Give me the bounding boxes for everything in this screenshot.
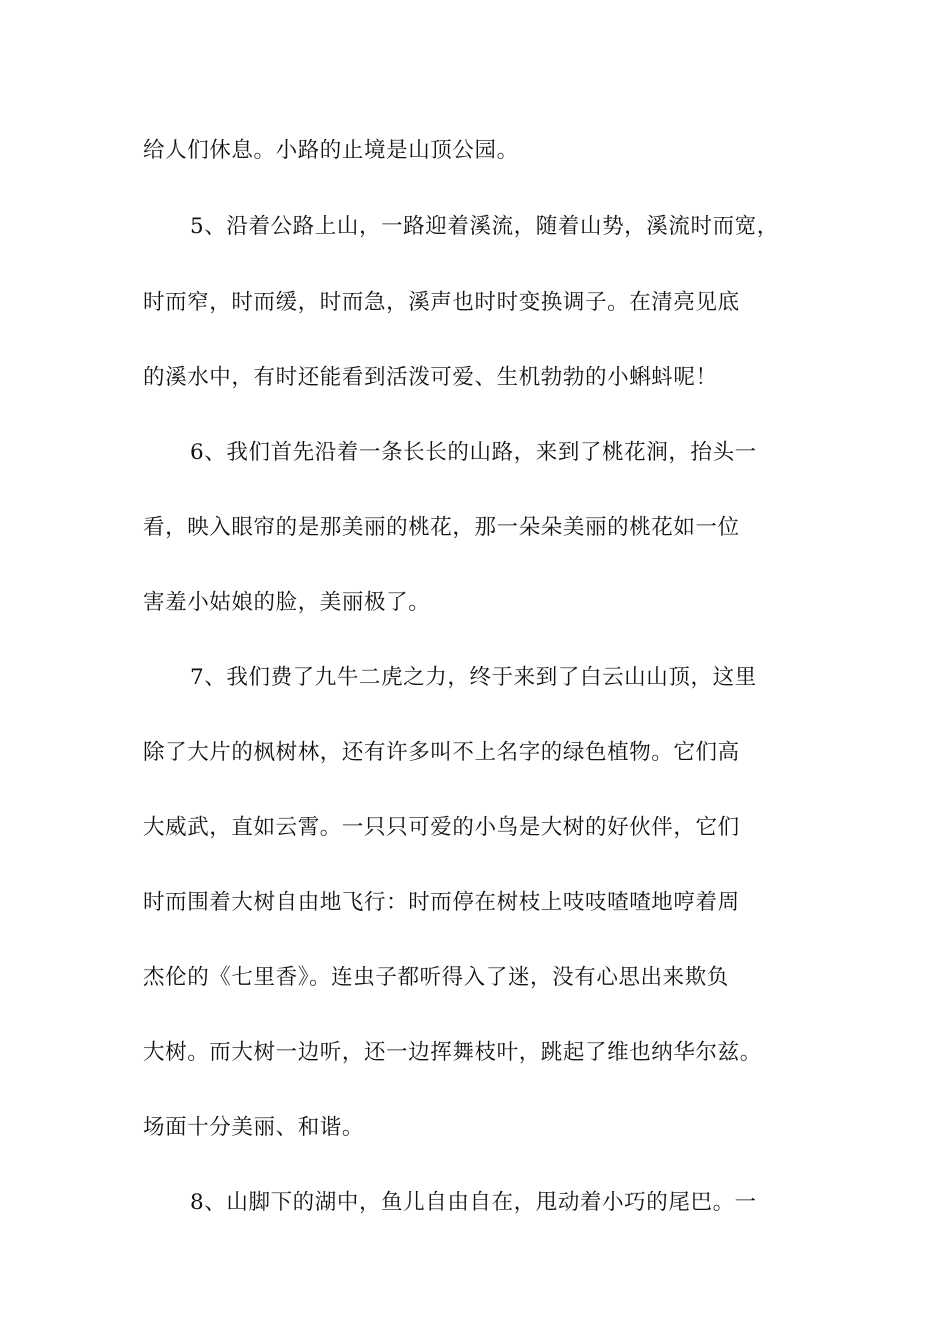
text-line: 给人们休息。小路的止境是山顶公园。: [143, 138, 519, 163]
paragraph-7-line: 7、我们费了九牛二虎之力，终于来到了白云山山顶，这里: [190, 665, 757, 690]
text-line: 杰伦的《七里香》。连虫子都听得入了迷，没有心思出来欺负: [143, 965, 729, 990]
text-line: 大树。而大树一边听，还一边挥舞枝叶，跳起了维也纳华尔兹。: [143, 1040, 762, 1065]
text-line: 看，映入眼帘的是那美丽的桃花，那一朵朵美丽的桃花如一位: [143, 515, 740, 540]
text-line: 大威武，直如云霄。一只只可爱的小鸟是大树的好伙伴，它们: [143, 815, 740, 840]
text-line: 场面十分美丽、和谐。: [143, 1115, 365, 1140]
paragraph-5-line: 5、沿着公路上山，一路迎着溪流，随着山势，溪流时而宽，: [190, 214, 779, 239]
paragraph-6-line: 6、我们首先沿着一条长长的山路，来到了桃花涧，抬头一: [190, 440, 757, 465]
text-line: 时而窄，时而缓，时而急，溪声也时时变换调子。在清亮见底: [143, 290, 740, 315]
text-line: 害羞小姑娘的脸，美丽极了。: [143, 590, 431, 615]
text-line: 时而围着大树自由地飞行：时而停在树枝上吱吱喳喳地哼着周: [143, 890, 740, 915]
paragraph-8-line: 8、山脚下的湖中，鱼儿自由自在，甩动着小巧的尾巴。一: [190, 1190, 757, 1215]
text-line: 除了大片的枫树林，还有许多叫不上名字的绿色植物。它们高: [143, 740, 740, 765]
text-line: 的溪水中，有时还能看到活泼可爱、生机勃勃的小蝌蚪呢！: [143, 365, 718, 390]
